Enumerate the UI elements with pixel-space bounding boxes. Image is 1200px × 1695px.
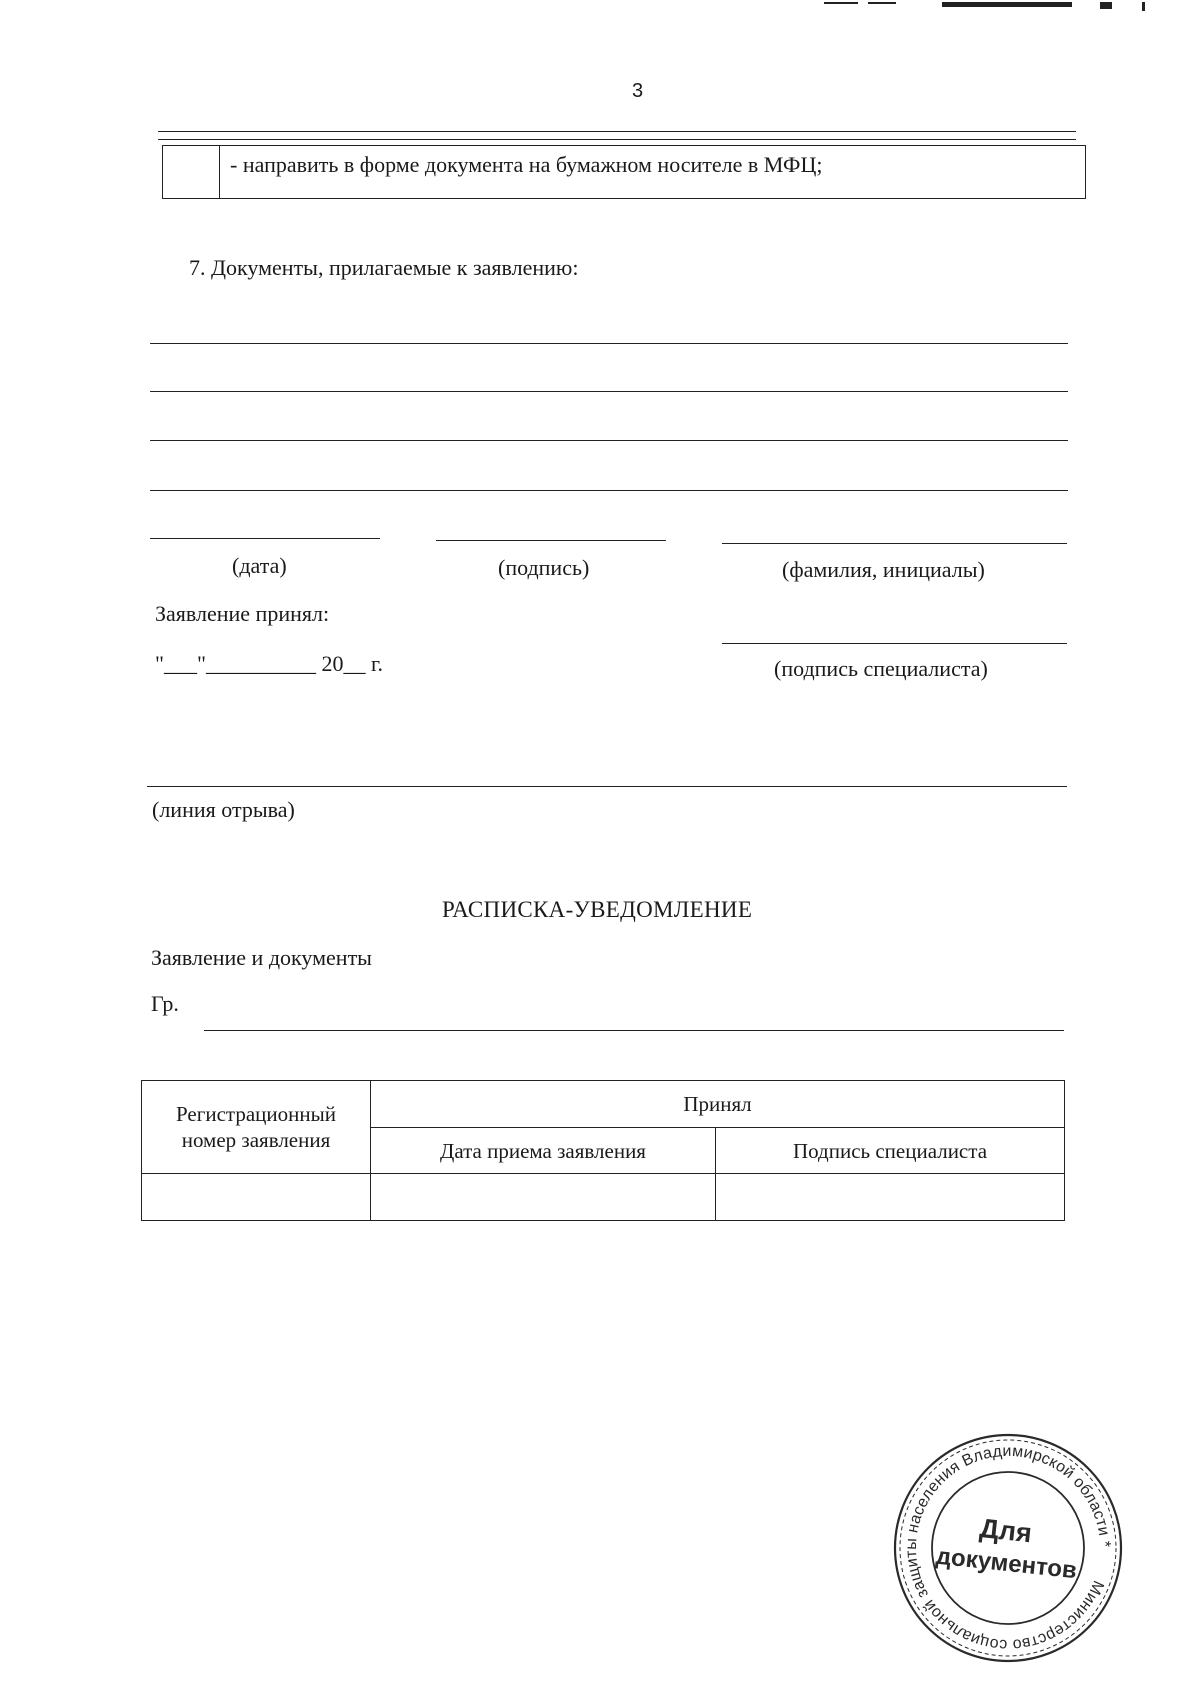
tear-line bbox=[147, 786, 1067, 787]
delivery-option-checkbox[interactable] bbox=[163, 146, 220, 199]
accepted-date-template: "___"__________ 20__ г. bbox=[155, 651, 384, 676]
svg-text:Министерство социальной защиты bbox=[888, 1428, 1128, 1668]
stamp-center-line-2: документов bbox=[934, 1542, 1079, 1585]
signature-header: Подпись специалиста bbox=[716, 1128, 1065, 1174]
documents-line-2[interactable] bbox=[150, 391, 1068, 392]
section7-heading: 7. Документы, прилагаемые к заявлению: bbox=[189, 255, 579, 280]
scan-marks bbox=[824, 0, 1164, 10]
receipt-table bbox=[141, 1080, 1065, 1221]
reg-number-header bbox=[142, 1081, 371, 1174]
documents-line-1[interactable] bbox=[150, 343, 1068, 344]
date-caption: (дата) bbox=[232, 553, 287, 578]
delivery-option-table bbox=[162, 145, 1086, 199]
date-header: Дата приема заявления bbox=[371, 1128, 716, 1174]
tear-line-label: (линия отрыва) bbox=[152, 797, 295, 822]
top-rule bbox=[158, 131, 1076, 132]
stamp-center-line-1: Для bbox=[978, 1513, 1034, 1549]
reg-number-cell[interactable] bbox=[142, 1174, 371, 1221]
delivery-option-text: - направить в форме документа на бумажном носителе в МФЦ; bbox=[220, 146, 1086, 199]
page-number: 3 bbox=[632, 80, 644, 102]
receipt-documents-label: Заявление и документы bbox=[151, 945, 372, 970]
documents-line-4[interactable] bbox=[150, 490, 1068, 491]
date-cell[interactable] bbox=[371, 1174, 716, 1221]
specialist-signature-line[interactable] bbox=[722, 643, 1067, 644]
name-caption: (фамилия, инициалы) bbox=[782, 557, 985, 582]
reg-number-header-line2: номер заявления bbox=[181, 1128, 331, 1152]
signature-line[interactable] bbox=[436, 540, 666, 541]
receipt-citizen-label: Гр. bbox=[151, 991, 179, 1016]
documents-line-3[interactable] bbox=[150, 440, 1068, 441]
accepted-header: Принял bbox=[371, 1081, 1065, 1128]
accepted-label: Заявление принял: bbox=[155, 601, 330, 626]
stamp-ring-text: Министерство социальной защиты населения Владимирской области * bbox=[902, 1442, 1114, 1654]
citizen-name-line[interactable] bbox=[204, 1030, 1064, 1031]
receipt-title: РАСПИСКА-УВЕДОМЛЕНИЕ bbox=[442, 897, 753, 922]
name-line[interactable] bbox=[722, 543, 1067, 544]
reg-number-header-line1: Регистрационный bbox=[176, 1102, 336, 1126]
date-line[interactable] bbox=[150, 538, 380, 539]
signature-cell[interactable] bbox=[716, 1174, 1065, 1221]
specialist-signature-caption: (подпись специалиста) bbox=[774, 656, 988, 681]
top-rule-2 bbox=[158, 139, 1076, 140]
signature-caption: (подпись) bbox=[498, 555, 590, 580]
official-stamp bbox=[888, 1428, 1128, 1668]
